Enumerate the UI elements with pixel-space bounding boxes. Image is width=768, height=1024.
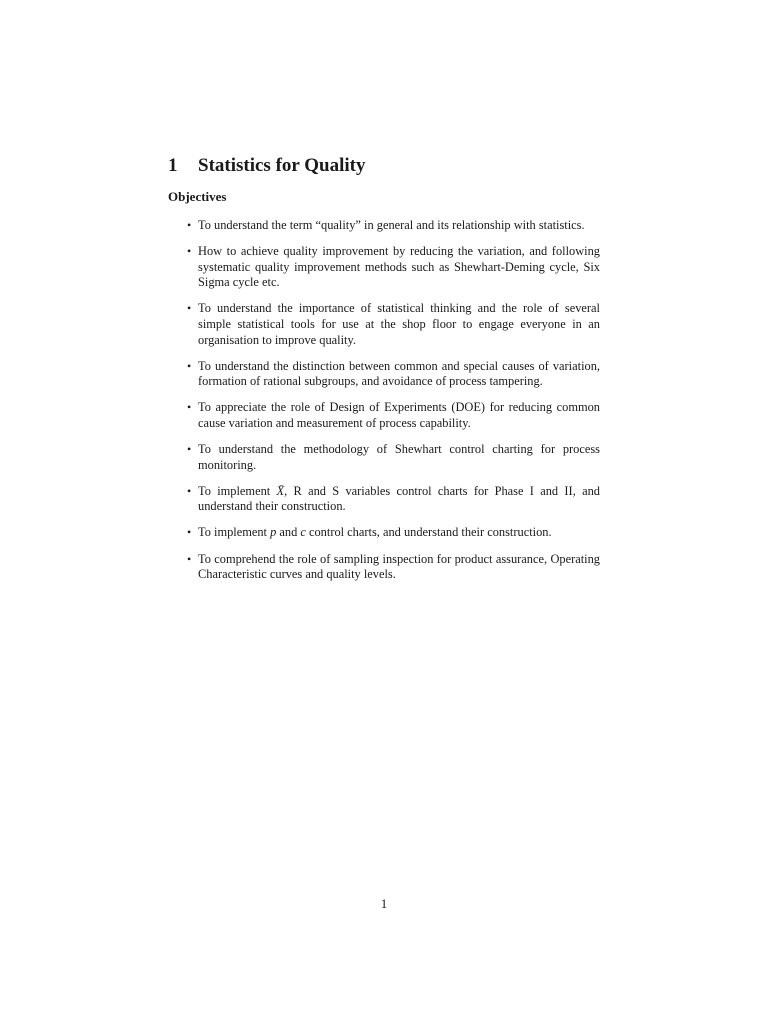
bullet-icon: • bbox=[187, 244, 192, 259]
objective-text bbox=[198, 218, 585, 232]
section-heading bbox=[168, 155, 365, 177]
objective-item bbox=[168, 400, 600, 431]
objective-item bbox=[168, 442, 600, 473]
text-run: To understand the importance of statistical thinking and the role of several simple statistical tools for use at the shop floor to engage everyone in an organisation to improve quality. bbox=[198, 301, 600, 347]
bullet-icon: • bbox=[187, 400, 192, 415]
text-run: To understand the distinction between common and special causes of variation, formation of rational subgroups, and avoidance of process tampering. bbox=[198, 358, 600, 389]
bullet-icon: • bbox=[187, 218, 192, 232]
math-symbol: X̄ bbox=[276, 483, 285, 498]
text-run: To understand the methodology of Shewhart control charting for process monitoring. bbox=[198, 442, 600, 472]
text-run: To appreciate the role of Design of Experiments (DOE) for reducing common cause variation and measurement of process capability. bbox=[198, 400, 600, 430]
objective-text bbox=[198, 552, 600, 582]
bullet-icon: • bbox=[187, 358, 192, 373]
objective-item bbox=[168, 525, 600, 541]
text-run: How to achieve quality improvement by reducing the variation, and following systematic quality improvement methods such as Shewhart-Deming cycle, Six Sigma cycle etc. bbox=[198, 244, 600, 290]
bullet-icon: • bbox=[187, 483, 192, 498]
text-run: To understand the term “quality” in general and its relationship with statistics. bbox=[198, 218, 585, 232]
text-run: To implement bbox=[198, 483, 277, 498]
bullet-icon: • bbox=[187, 442, 192, 457]
text-run: and bbox=[276, 525, 301, 540]
objective-text bbox=[198, 400, 600, 430]
page-number: 1 bbox=[380, 896, 388, 911]
bullet-icon: • bbox=[187, 525, 192, 540]
objective-text bbox=[198, 442, 600, 472]
objective-item bbox=[168, 244, 600, 291]
objective-item bbox=[168, 484, 600, 515]
bullet-icon: • bbox=[187, 301, 192, 316]
text-run: To comprehend the role of sampling inspection for product assurance, Operating Characteristic curves and quality levels. bbox=[198, 551, 600, 582]
text-run: To implement bbox=[198, 525, 271, 540]
objective-text bbox=[198, 359, 600, 389]
objective-text bbox=[198, 244, 600, 289]
math-symbol: p bbox=[270, 525, 277, 540]
section-title: Statistics for Quality bbox=[198, 155, 366, 176]
objective-item bbox=[168, 301, 600, 348]
objective-text bbox=[198, 484, 600, 514]
section-number: 1 bbox=[168, 155, 178, 176]
text-run: control charts, and understand their construction. bbox=[305, 525, 552, 540]
objectives-list bbox=[168, 218, 600, 593]
objectives-heading: Objectives bbox=[168, 189, 227, 204]
objective-item bbox=[168, 552, 600, 583]
objective-text bbox=[198, 525, 552, 539]
objective-item bbox=[168, 218, 600, 234]
objective-item bbox=[168, 359, 600, 390]
bullet-icon: • bbox=[187, 551, 192, 566]
text-run: , R and S variables control charts for Phase I and II, and understand their construction. bbox=[198, 483, 600, 514]
math-symbol: c bbox=[300, 525, 306, 540]
objective-text bbox=[198, 301, 600, 346]
